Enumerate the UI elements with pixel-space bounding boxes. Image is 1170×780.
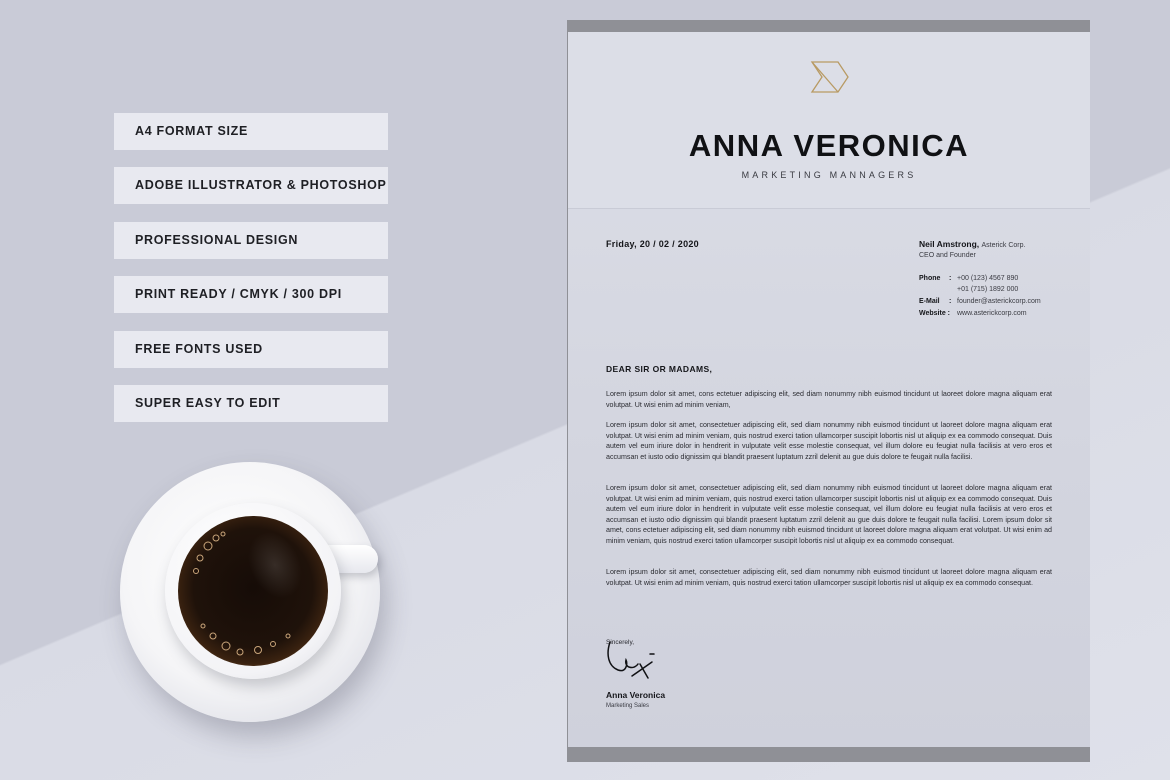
signature-role: Marketing Sales	[606, 703, 650, 709]
letter-greeting: DEAR SIR OR MADAMS,	[606, 364, 713, 374]
letter-paragraph-2: Lorem ipsum dolor sit amet, consectetuer adipiscing elit, sed diam nonummy nibh euismod tincidunt ut laoreet dolore magna aliquam erat volutpat. Ut wisi enim ad minim veniam, quis nostrud exerci tation ullamcorper suscipit lobortis nisl ut aliquip ex ea commodo consequat. Duis autem vel eum iriure dolor in hendrerit in vulputate velit esse molestie consequat, vel illum dolore eu feugiat nulla facilisis at vero eros et accumsan et iusto odio dignissim qui blandit praesent luptatum zzril delenit au gue duis dolore te feugait nulla facilisi.	[606, 421, 1052, 461]
feature-print-ready: PRINT READY / CMYK / 300 DPI	[114, 276, 388, 313]
website-label: Website :	[919, 310, 950, 317]
feature-easy-to-edit: SUPER EASY TO EDIT	[114, 385, 388, 422]
phone-value-1: +00 (123) 4567 890	[957, 275, 1019, 282]
letter-date: Friday, 20 / 02 / 2020	[606, 239, 699, 249]
email-label: E-Mail	[919, 298, 940, 305]
feature-a4-format: A4 FORMAT SIZE	[114, 113, 388, 150]
recipient-name-text: Neil Amstrong,	[919, 239, 980, 249]
email-separator: :	[949, 298, 952, 305]
feature-software: ADOBE ILLUSTRATOR & PHOTOSHOP	[114, 167, 388, 204]
hexagon-monogram-icon	[808, 58, 850, 96]
handwritten-signature	[604, 640, 664, 690]
phone-separator: :	[949, 275, 952, 282]
letter-closing: Sincerely,	[606, 639, 635, 646]
recipient-title: CEO and Founder	[919, 252, 976, 259]
sender-name: ANNA VERONICA	[688, 128, 970, 163]
recipient-name	[919, 239, 1025, 249]
phone-label: Phone	[919, 275, 941, 282]
letter-paragraph-4: Lorem ipsum dolor sit amet, consectetuer adipiscing elit, sed diam nonummy nibh euismod tincidunt ut laoreet dolore magna aliquam erat volutpat. Ut wisi enim ad minim veniam, quis nostrud exerci tation ullamcorper suscipit lobortis nisl ut aliquip ex ea commodo consequat.	[606, 568, 1052, 587]
email-value: founder@asterickcorp.com	[957, 298, 1041, 305]
letter-paragraph-1: Lorem ipsum dolor sit amet, cons ectetuer adipiscing elit, sed diam nonummy nibh euismod tincidunt ut laoreet dolore magna aliquam erat volutpat. Ut wisi enim ad minim veniam,	[606, 390, 1052, 409]
website-value: www.asterickcorp.com	[957, 310, 1027, 317]
phone-value-2: +01 (715) 1892 000	[957, 286, 1019, 293]
letter-paragraph-3: Lorem ipsum dolor sit amet, consectetuer adipiscing elit, sed diam nonummy nibh euismod tincidunt ut laoreet dolore magna aliquam erat volutpat. Ut wisi enim ad minim veniam, quis nostrud exerci tation ullamcorper suscipit lobortis nisl ut aliquip ex ea commodo consequat. Duis autem vel eum iriure dolor in hendrerit in vulputate velit esse molestie consequat, vel illum dolore eu feugiat nulla facilisis at vero eros et accumsan et iusto odio dignissim qui blandit praesent luptatum zzril delenit au gue duis dolore te feugait nulla facilisi. Lorem ipsum dolor sit amet, cons ectetuer adipiscing elit, sed diam nonummy nibh euismod tincidunt ut laoreet dolore magna aliquam erat volutpat. Ut wisi enim ad minim veniam, quis nostrud exerci tation ullamcorper suscipit lobortis nisl ut aliquip ex ea commodo consequat.	[606, 484, 1052, 545]
sender-role: MARKETING MANNAGERS	[741, 170, 917, 180]
recipient-company: Asterick Corp.	[981, 242, 1026, 249]
feature-professional-design: PROFESSIONAL DESIGN	[114, 222, 388, 259]
feature-free-fonts: FREE FONTS USED	[114, 331, 388, 368]
signature-name: Anna Veronica	[606, 690, 666, 700]
